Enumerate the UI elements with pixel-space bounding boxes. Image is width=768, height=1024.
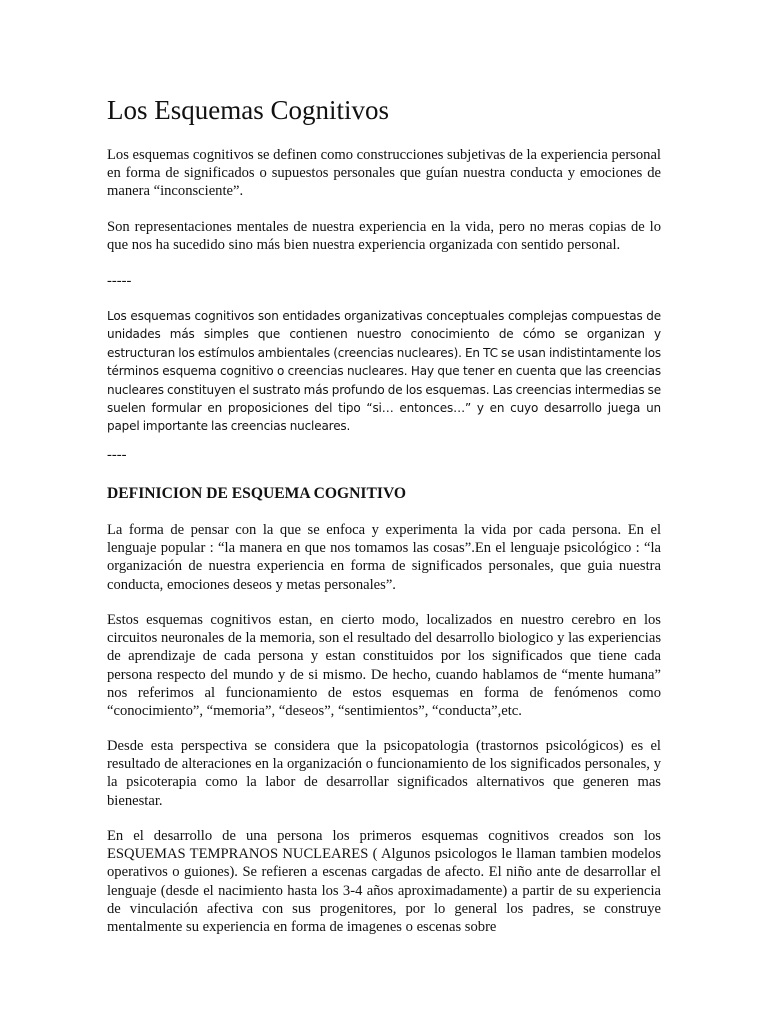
- section-paragraph-3: Desde esta perspectiva se considera que la psicopatologia (trastornos psicológicos) es el resultado de alteraciones en la organización o funcionamiento de los significados personales, y la psicoterapia como la labor de desarrollar significados alternativos que generen mas bienestar.: [107, 738, 661, 809]
- document-title: Los Esquemas Cognitivos: [107, 95, 389, 125]
- intro-paragraph-2: Son representaciones mentales de nuestra experiencia en la vida, pero no meras copias de lo que nos ha sucedido sino más bien nuestra experiencia organizada con sentido personal.: [107, 219, 661, 254]
- section-paragraph-1: La forma de pensar con la que se enfoca y experimenta la vida por cada persona. En el lenguaje popular : “la manera en que nos tomamos las cosas”.En el lenguaje psicológico : “la organización de nuestra experiencia en forma de significados personales, que guia nuestra conducta, emociones deseos y metas personales”.: [107, 522, 661, 593]
- separator-2: ----: [107, 447, 127, 463]
- section-heading: DEFINICION DE ESQUEMA COGNITIVO: [107, 485, 407, 502]
- sans-paragraph: Los esquemas cognitivos son entidades organizativas conceptuales complejas compuestas de unidades más simples que contienen nuestro conocimiento de cómo se organizan y estructuran los estímulos ambientales (creencias nucleares). En TC se usan indistintamente los términos esquema cognitivo o creencias nucleares. Hay que tener en cuenta que las creencias nucleares constituyen el sustrato más profundo de los esquemas. Las creencias intermedias se suelen formular en proposiciones del tipo “si… entonces…” y en cuyo desarrollo juega un papel importante las creencias nucleares.: [107, 309, 661, 434]
- separator-1: -----: [107, 273, 132, 289]
- section-paragraph-2: Estos esquemas cognitivos estan, en cierto modo, localizados en nuestro cerebro en los circuitos neuronales de la memoria, son el resultado del desarrollo biologico y las experiencias de aprendizaje de cada persona y estan constituidos por los significados que tiene cada persona respecto del mundo y de si mismo. De hecho, cuando hablamos de “mente humana” nos referimos al funcionamiento de estos esquemas en forma de fenómenos como “conocimiento”, “memoria”, “deseos”, “sentimientos”, “conducta”,etc.: [107, 612, 661, 720]
- section-paragraph-4: En el desarrollo de una persona los primeros esquemas cognitivos creados son los ESQUEMAS TEMPRANOS NUCLEARES ( Algunos psicologos le llaman tambien modelos operativos o guiones). Se refieren a escenas cargadas de afecto. El niño ante de desarrollar el lenguaje (desde el nacimiento hasta los 3-4 años aproximadamente) a partir de su experiencia de vinculación afectiva con sus progenitores, por lo general los padres, se construye mentalmente su experiencia en forma de imagenes o escenas sobre: [107, 828, 661, 936]
- intro-paragraph-1: Los esquemas cognitivos se definen como construcciones subjetivas de la experiencia personal en forma de significados o supuestos personales que guían nuestra conducta y emociones de manera “inconsciente”.: [107, 147, 661, 200]
